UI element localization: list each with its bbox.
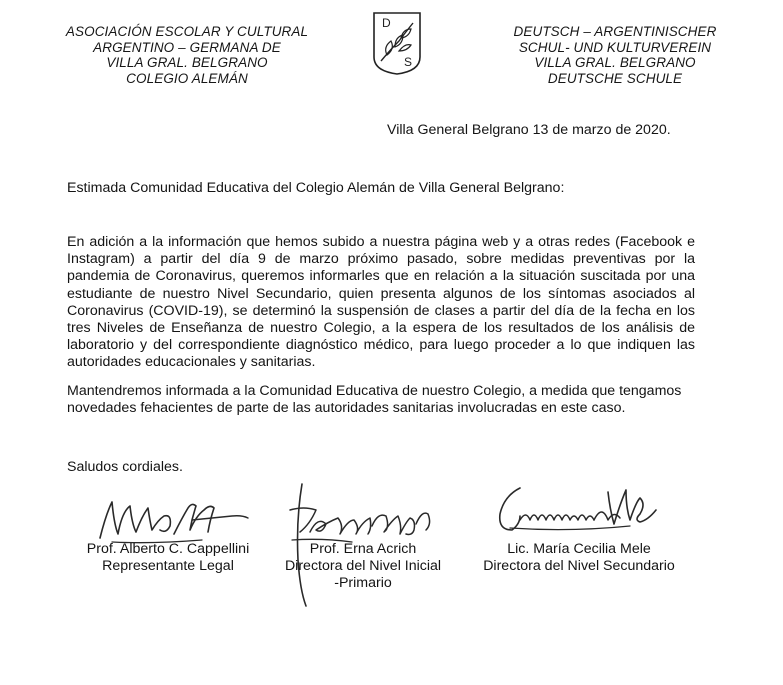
paragraph-1-line-4: estudiante de nuestro Nivel Secundario, quien presenta algunos de los síntomas asociados al (67, 285, 695, 302)
header-left-line-3: VILLA GRAL. BELGRANO (106, 55, 268, 70)
letter-greeting: Estimada Comunidad Educativa del Colegio Alemán de Villa General Belgrano: (67, 180, 565, 196)
signatory-2-role-line-2: -Primario (334, 575, 392, 591)
header-left-line-2: ARGENTINO – GERMANA DE (93, 39, 281, 55)
signature-mele (490, 480, 680, 550)
signatory-1-name: Prof. Alberto C. Cappellini (86, 541, 250, 557)
signatory-3-name: Lic. María Cecilia Mele (507, 541, 651, 557)
signatory-3-role: Directora del Nivel Secundario (483, 558, 675, 574)
paragraph-1-line-1: En adición a la información que hemos subido a nuestra página web y a otras redes (Facebook e (67, 234, 695, 250)
paragraph-2-line-1: Mantendremos informada a la Comunidad Educativa de nuestro Colegio, a medida que tengamos (67, 383, 682, 399)
paragraph-2-line-2: novedades fehacientes de parte de las autoridades sanitarias involucradas en este caso. (67, 400, 626, 417)
logo-letter-s: S (404, 55, 413, 69)
header-right-line-2: SCHUL- UND KULTURVEREIN (518, 39, 712, 55)
signatory-2-name: Prof. Erna Acrich (309, 541, 417, 557)
signatory-1 (78, 541, 258, 575)
paragraph-1-line-2: Instagram) a partir del día 9 de marzo próximo pasado, sobre medidas preventivas por la (67, 251, 695, 268)
signatory-2 (268, 541, 458, 592)
header-left-block (52, 24, 322, 86)
header-right-block (470, 24, 760, 86)
letter-date: Villa General Belgrano 13 de marzo de 2020. (387, 122, 671, 138)
signatory-3 (474, 541, 684, 575)
paragraph-1-line-5: Coronavirus (COVID-19), se determinó la suspensión de clases a partir del día de la fecha en los (67, 302, 695, 319)
header-right-line-4: DEUTSCHE SCHULE (547, 70, 683, 86)
signatory-1-role: Representante Legal (102, 558, 234, 574)
header-left-line-4: COLEGIO ALEMÁN (126, 70, 248, 86)
header-left-line-1: ASOCIACIÓN ESCOLAR Y CULTURAL (65, 24, 309, 39)
letter-paragraph-2 (67, 383, 695, 417)
header-right-line-1: DEUTSCH – ARGENTINISCHER (513, 24, 717, 39)
letter-paragraph-1 (67, 234, 695, 372)
school-crest-logo (371, 11, 423, 75)
paragraph-1-line-7: laboratorio y del correspondiente diagnóstico médico, para luego proceder a lo que indiquen las (67, 337, 695, 354)
paragraph-1-line-3: pandemia de Coronavirus, queremos informarles que en relación a la situación suscitada por una (67, 268, 695, 285)
paragraph-1-line-6: tres Niveles de Enseñanza de nuestro Colegio, a la espera de los resultados de los análisis de (67, 319, 695, 336)
signatory-2-role: Directora del Nivel Inicial (284, 558, 442, 574)
paragraph-1-line-8: autoridades educacionales y sanitarias. (67, 354, 316, 371)
letter-closing: Saludos cordiales. (67, 459, 183, 475)
logo-letter-d: D (382, 16, 391, 30)
header-right-line-3: VILLA GRAL. BELGRANO (534, 55, 696, 70)
